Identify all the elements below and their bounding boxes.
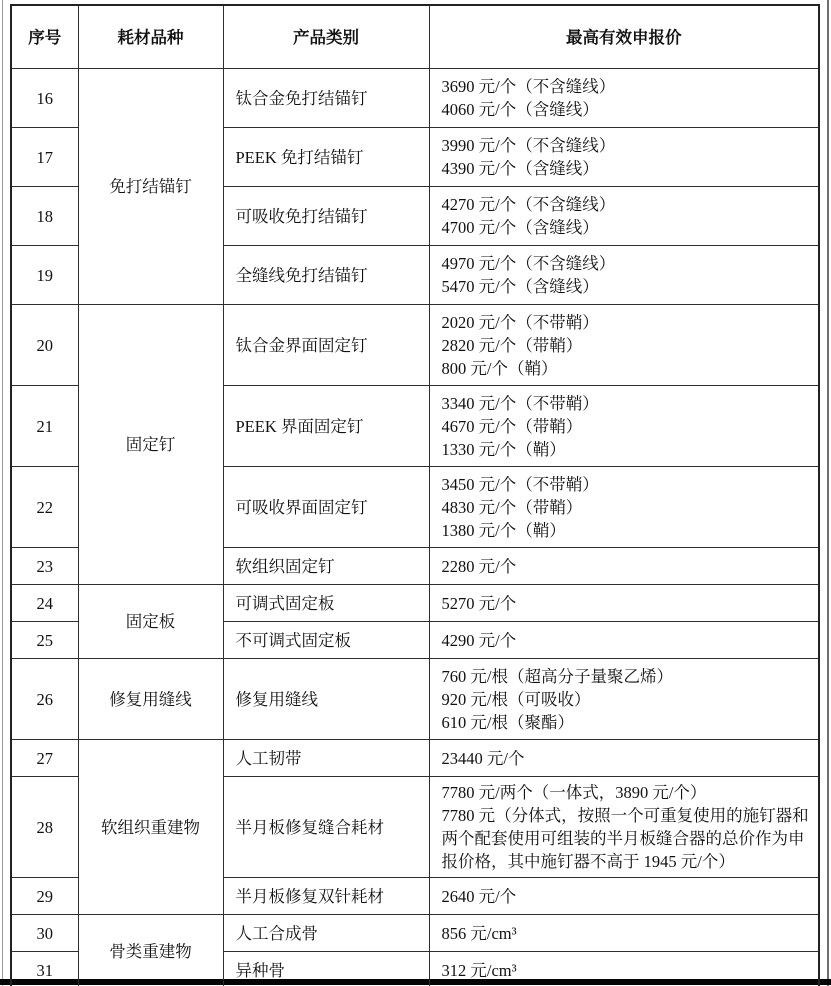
product-cell: 钛合金界面固定钉: [223, 305, 429, 386]
price-table: [10, 4, 820, 986]
price-line: 1380 元/个（鞘）: [441, 520, 566, 540]
price-line: 312 元/cm³: [441, 960, 517, 980]
product-cell: 人工韧带: [223, 740, 429, 777]
column-header-seq: 序号: [11, 5, 78, 69]
row-seq: 17: [11, 128, 78, 187]
row-seq: 29: [11, 878, 78, 915]
price-cell: [429, 467, 819, 548]
row-seq: 20: [11, 305, 78, 386]
row-seq: 26: [11, 659, 78, 740]
table-row: [11, 585, 819, 622]
price-line: 3690 元/个（不含缝线）: [441, 77, 616, 96]
row-seq: 25: [11, 622, 78, 659]
price-line: 4830 元/个（带鞘）: [441, 497, 583, 517]
price-line: 2280 元/个: [441, 556, 517, 576]
price-cell: [429, 69, 819, 128]
table-row: [11, 915, 819, 952]
column-header-price: 最高有效申报价: [429, 5, 819, 69]
product-cell: 半月板修复双针耗材: [223, 878, 429, 915]
price-line: 856 元/cm³: [441, 923, 517, 943]
product-cell: 软组织固定钉: [223, 548, 429, 585]
price-cell: [429, 386, 819, 467]
price-line: 4390 元/个（含缝线）: [441, 159, 599, 178]
price-cell: [429, 187, 819, 246]
row-seq: 18: [11, 187, 78, 246]
price-cell: [429, 878, 819, 915]
product-cell: 可调式固定板: [223, 585, 429, 622]
product-cell: 全缝线免打结锚钉: [223, 246, 429, 305]
price-line: 4290 元/个: [441, 630, 517, 650]
row-seq: 23: [11, 548, 78, 585]
row-seq: 31: [11, 952, 78, 986]
price-line: 920 元/根（可吸收）: [441, 689, 591, 709]
header-row: [11, 5, 819, 69]
row-seq: 24: [11, 585, 78, 622]
price-line: 760 元/根（超高分子量聚乙烯）: [441, 666, 673, 686]
table-row: [11, 305, 819, 386]
price-line: 5470 元/个（含缝线）: [441, 277, 599, 296]
product-cell: 人工合成骨: [223, 915, 429, 952]
product-cell: 修复用缝线: [223, 659, 429, 740]
price-line: 2820 元/个（带鞘）: [441, 335, 583, 355]
price-line: 3990 元/个（不含缝线）: [441, 136, 616, 155]
product-cell: 不可调式固定板: [223, 622, 429, 659]
price-line: 4700 元/个（含缝线）: [441, 218, 599, 237]
price-line: 23440 元/个: [441, 748, 525, 768]
price-cell: [429, 305, 819, 386]
product-cell: PEEK 界面固定钉: [223, 386, 429, 467]
table-row: [11, 69, 819, 128]
row-seq: 19: [11, 246, 78, 305]
price-line: 4670 元/个（带鞘）: [441, 416, 583, 436]
row-seq: 21: [11, 386, 78, 467]
price-line: 800 元/个（鞘）: [441, 358, 558, 378]
price-line: 1330 元/个（鞘）: [441, 439, 566, 459]
page-edge-left-line: [2, 0, 3, 986]
column-header-group: 耗材品种: [78, 5, 223, 69]
price-cell: [429, 548, 819, 585]
price-line: 7780 元（分体式，按照一个可重复使用的施钉器和两个配套使用可组装的半月板缝合器的总价作为申报价格，其中施钉器不高于 1945 元/个）: [441, 806, 809, 871]
price-line: 3450 元/个（不带鞘）: [441, 474, 599, 494]
product-cell: 钛合金免打结锚钉: [223, 69, 429, 128]
price-cell: [429, 659, 819, 740]
group-cell: 固定钉: [78, 305, 223, 585]
price-cell: [429, 622, 819, 659]
price-cell: [429, 585, 819, 622]
price-line: 4060 元/个（含缝线）: [441, 100, 599, 119]
row-seq: 22: [11, 467, 78, 548]
row-seq: 27: [11, 740, 78, 777]
table-row: [11, 740, 819, 777]
group-cell: 骨类重建物: [78, 915, 223, 986]
price-cell: [429, 952, 819, 986]
product-cell: 半月板修复缝合耗材: [223, 777, 429, 878]
group-cell: 软组织重建物: [78, 740, 223, 915]
column-header-product: 产品类别: [223, 5, 429, 69]
price-line: 3340 元/个（不带鞘）: [441, 393, 599, 413]
product-cell: 可吸收免打结锚钉: [223, 187, 429, 246]
price-cell: [429, 128, 819, 187]
price-line: 2020 元/个（不带鞘）: [441, 312, 599, 332]
price-table-header: [11, 5, 819, 69]
price-cell: [429, 740, 819, 777]
price-cell: [429, 246, 819, 305]
price-line: 4270 元/个（不含缝线）: [441, 195, 616, 214]
price-table-body: [11, 69, 819, 986]
page-edge-right-line: [827, 0, 829, 986]
price-line: 7780 元/两个（一体式，3890 元/个）: [441, 783, 707, 802]
group-cell: 免打结锚钉: [78, 69, 223, 305]
price-line: 5270 元/个: [441, 593, 517, 613]
group-cell: 修复用缝线: [78, 659, 223, 740]
product-cell: PEEK 免打结锚钉: [223, 128, 429, 187]
row-seq: 16: [11, 69, 78, 128]
row-seq: 28: [11, 777, 78, 878]
price-line: 610 元/根（聚酯）: [441, 712, 574, 732]
price-cell: [429, 777, 819, 878]
price-cell: [429, 915, 819, 952]
table-row: [11, 659, 819, 740]
price-line: 4970 元/个（不含缝线）: [441, 254, 616, 273]
price-line: 2640 元/个: [441, 886, 517, 906]
group-cell: 固定板: [78, 585, 223, 659]
row-seq: 30: [11, 915, 78, 952]
product-cell: 异种骨: [223, 952, 429, 986]
product-cell: 可吸收界面固定钉: [223, 467, 429, 548]
